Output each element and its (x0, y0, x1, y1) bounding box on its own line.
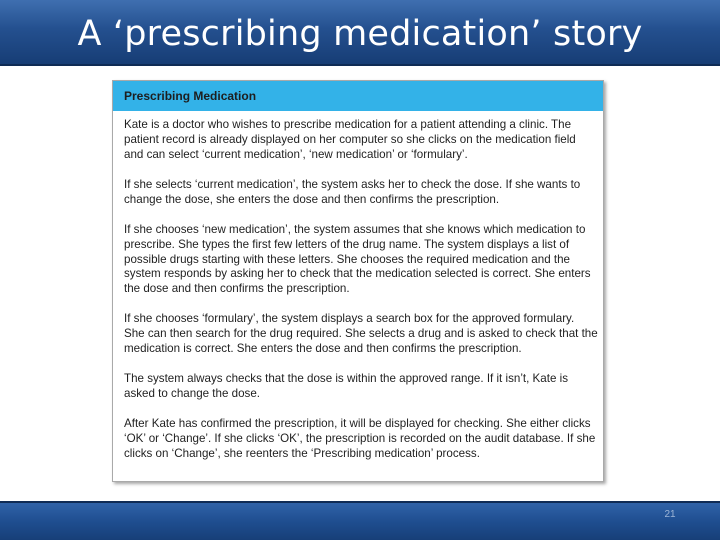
story-paragraph-current-medication: If she selects ‘current medication’, the system asks her to check the dose. If she wants to change the dose, she enters the dose and then confirms the prescription. (124, 177, 581, 206)
slide-number: 21 (664, 509, 676, 520)
card-body (124, 118, 598, 477)
story-paragraph-formulary: If she chooses ‘formulary’, the system displays a search box for the approved formulary. She can then search for the drug required. She selects a drug and is asked to check that the medication is correct. She enters the dose and then confirms the prescription. (124, 312, 598, 356)
slide-title: A ‘prescribing medication’ story (77, 14, 643, 54)
story-paragraph-current-selection: Kate is a doctor who wishes to prescribe medication for a patient attending a clinic. The patient record is already displayed on her computer so she clicks on the medication field and can select ‘current medication’, ‘new medication’ or ‘formulary’. (124, 118, 576, 161)
story-card (112, 80, 604, 482)
footer-bar (0, 501, 720, 540)
story-paragraph-confirmation: After Kate has confirmed the prescription, it will be displayed for checking. She either clicks ‘OK’ or ‘Change’. If she clicks ‘OK’, the prescription is recorded on the audit database. If she clicks on ‘Change’, she reenters the ‘Prescribing medication’ process. (124, 417, 596, 461)
story-paragraph-dose-check: The system always checks that the dose is within the approved range. If it isn’t, Kate is asked to change the dose. (124, 372, 568, 401)
card-header: Prescribing Medication (113, 81, 603, 111)
story-paragraph-new-medication: If she chooses ‘new medication’, the system assumes that she knows which medication to prescribe. She types the first few letters of the drug name. The system displays a list of possible drugs starting with these letters. She chooses the required medication and the system responds by asking her to check that the medication selected is correct. She enters the dose and then confirms the prescription. (124, 222, 591, 296)
